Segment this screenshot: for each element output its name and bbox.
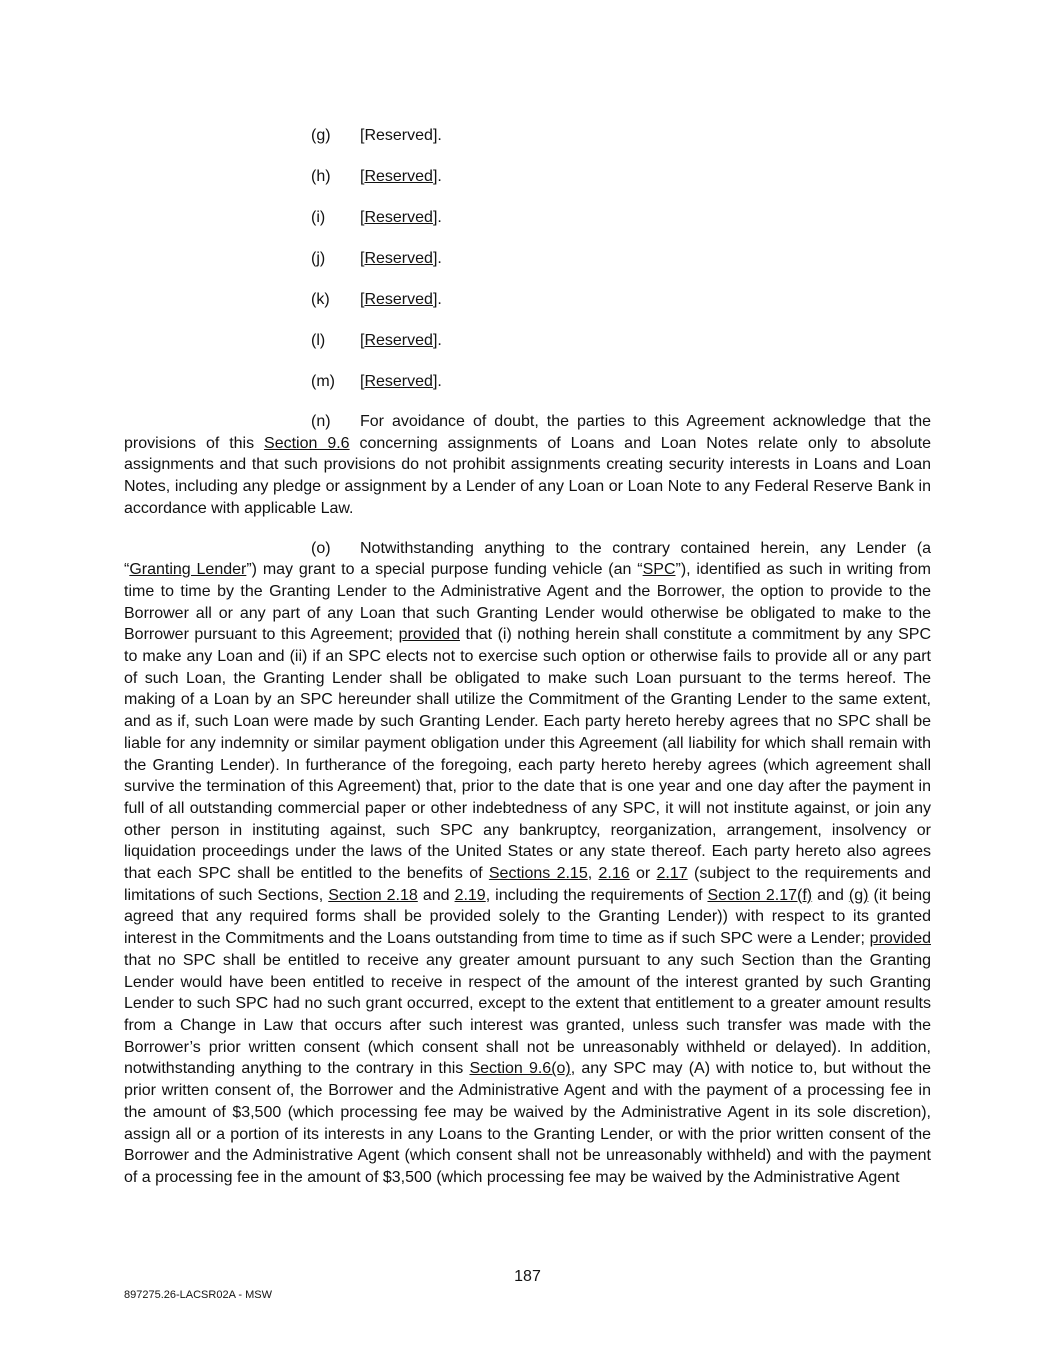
bracket-close: ]. [432,168,442,185]
paragraph-text: , including the requirements of [485,886,708,904]
document-id: 897275.26-LACSR02A - MSW [124,1289,272,1301]
bracket-open: [ [360,168,365,185]
reserved-word: Reserved [364,291,433,308]
paragraph-text: that (i) nothing herein shall constitute a commitment by any SPC to make any Loan and (ii) if an SPC elects not to exercise such option or otherwise fails to provide all or any part of such Loan, the Granting Lender shall be obligated to make such Loan pursuant to the terms hereof. The making of a Loan by an SPC hereunder shall utilize the Commitment of the Granting Lender to the same extent, and as if, such Loan were made by such Granting Lender. Each party hereto hereby agrees that no SPC shall be liable for any indemnity or similar payment obligation under this Agreement (all liability for which shall remain with the Granting Lender). In furtherance of the foregoing, each party hereto hereby agrees (which agreement shall survive the termination of this Agreement) that, prior to the date that is one year and one day after the payment in full of all outstanding commercial paper or other indebtedness of any SPC, it will not institute against, or join any other person in instituting against, such SPC any bankruptcy, reorganization, arrangement, insolvency or liquidation proceedings under the laws of the United States or any state thereof. Each party hereto also agrees that each SPC shall be entitled to the benefits of [124,626,931,883]
item-text [360,161,442,192]
paragraph-text: and [812,886,849,904]
section-reference: Section 2.18 [328,886,418,904]
paragraph-label: (o) [311,539,331,557]
item-text [360,325,442,356]
section-reference: (g) [848,886,869,904]
paragraph-text: Notwithstanding anything to the contrary contained herein, any Lender (a “ [124,539,931,579]
item-text [360,202,442,233]
item-label: (g) [311,127,331,144]
paragraph-text: For avoidance of doubt, the parties to this Agreement acknowledge that the provisions of this [124,413,931,452]
paragraph-text: , any SPC may (A) with notice to, but without the prior written consent of, the Borrower and the Administrative Agent and with the payment of a processing fee in the amount of $3,500 (which processing fee may be waived by the Administrative Agent in its sole discretion), assign all or a portion of its interests in any Loans to the Granting Lender, or with the prior written consent of the Borrower and the Administrative Agent (which consent shall not be unreasonably withheld) and with the payment of a processing fee in the amount of $3,500 (which processing fee may be waived by the Administrative Agent [124,1060,932,1186]
provided-term: provided [398,626,460,644]
provided-term: provided [869,930,931,948]
item-text [360,284,442,315]
bracket-close: ]. [432,127,442,144]
reserved-item [124,366,931,407]
reserved-item [124,325,931,366]
reserved-word: Reserved [364,250,433,267]
item-label: (k) [311,291,330,308]
paragraph-label: (n) [311,413,331,430]
reserved-word: Reserved [364,332,433,349]
bracket-open: [ [360,332,365,349]
paragraph-text: or [629,865,657,883]
section-reference: 2.16 [598,865,630,883]
document-page [124,120,931,1189]
reserved-item [124,161,931,202]
bracket-close: ]. [432,332,442,349]
section-reference: 2.19 [454,886,486,904]
bracket-open: [ [360,373,365,390]
paragraph-text: and [417,886,455,904]
paragraph-text: (subject to the requirements and limitations of such Sections, [124,865,932,904]
item-label: (m) [311,373,335,390]
section-reference: 2.17 [656,865,688,883]
bracket-close: ]. [432,209,442,226]
page-number: 187 [514,1268,541,1285]
section-reference: Sections 2.15 [488,865,588,883]
bracket-open: [ [360,127,365,144]
reserved-item [124,243,931,284]
bracket-open: [ [360,291,365,308]
paragraph-o [124,538,931,1189]
item-label: (i) [311,209,326,226]
section-reference: Section 9.6(o) [469,1060,571,1078]
paragraph-text: ”) may grant to a special purpose funding vehicle (an “ [246,561,643,579]
bracket-open: [ [360,209,365,226]
section-reference: Section 9.6 [264,434,350,452]
reserved-word: Reserved [364,127,433,144]
paragraph-text: (it being agreed that any required forms shall be provided solely to the Granting Lender)) with respect to its granted interest in the Commitments and the Loans outstanding from time to time as if such SPC were a Lender; [124,886,932,948]
reserved-item [124,284,931,325]
defined-term-granting-lender: Granting Lender [129,561,247,579]
paragraph-text: , [587,865,599,883]
bracket-close: ]. [432,291,442,308]
reserved-item [124,202,931,243]
paragraph-text: ”), identified as such in writing from time to time by the Granting Lender to the Administrative Agent and the Borrower, the option to provide to the Borrower all or any part of any Loan that such Granting Lender would otherwise be obligated to make to the Borrower pursuant to this Agreement; [124,561,931,644]
paragraph-n [124,411,931,520]
paragraph-text: concerning assignments of Loans and Loan Notes relate only to absolute assignments and that such provisions do not prohibit assignments creating security interests in Loans and Loan Notes, including any pledge or assignment by a Lender of any Loan or Loan Note to any Federal Reserve Bank in accordance with applicable Law. [124,434,931,517]
paragraph-text: that no SPC shall be entitled to receive any greater amount pursuant to any such Section than the Granting Lender would have been entitled to receive in respect of the amount of the interest granted by such Granting Lender to such SPC had no such grant occurred, except to the extent that entitlement to a greater amount results from a Change in Law that occurs after such interest was granted, unless such transfer was made with the Borrower’s prior written consent (which consent shall not be unreasonably withheld or delayed). In addition, notwithstanding anything to the contrary in this [124,951,931,1078]
item-text [360,243,442,274]
reserved-word: Reserved [364,373,433,390]
bracket-close: ]. [432,373,442,390]
item-text [360,120,442,151]
item-label: (l) [311,332,326,349]
reserved-item [124,120,931,161]
section-reference: Section 2.17(f) [707,886,813,904]
reserved-word: Reserved [364,168,433,185]
item-text [360,366,442,397]
bracket-open: [ [360,250,365,267]
reserved-word: Reserved [364,209,433,226]
item-label: (j) [311,250,326,267]
defined-term-spc: SPC [642,561,676,579]
bracket-close: ]. [432,250,442,267]
reserved-list [124,120,931,407]
item-label: (h) [311,168,331,185]
